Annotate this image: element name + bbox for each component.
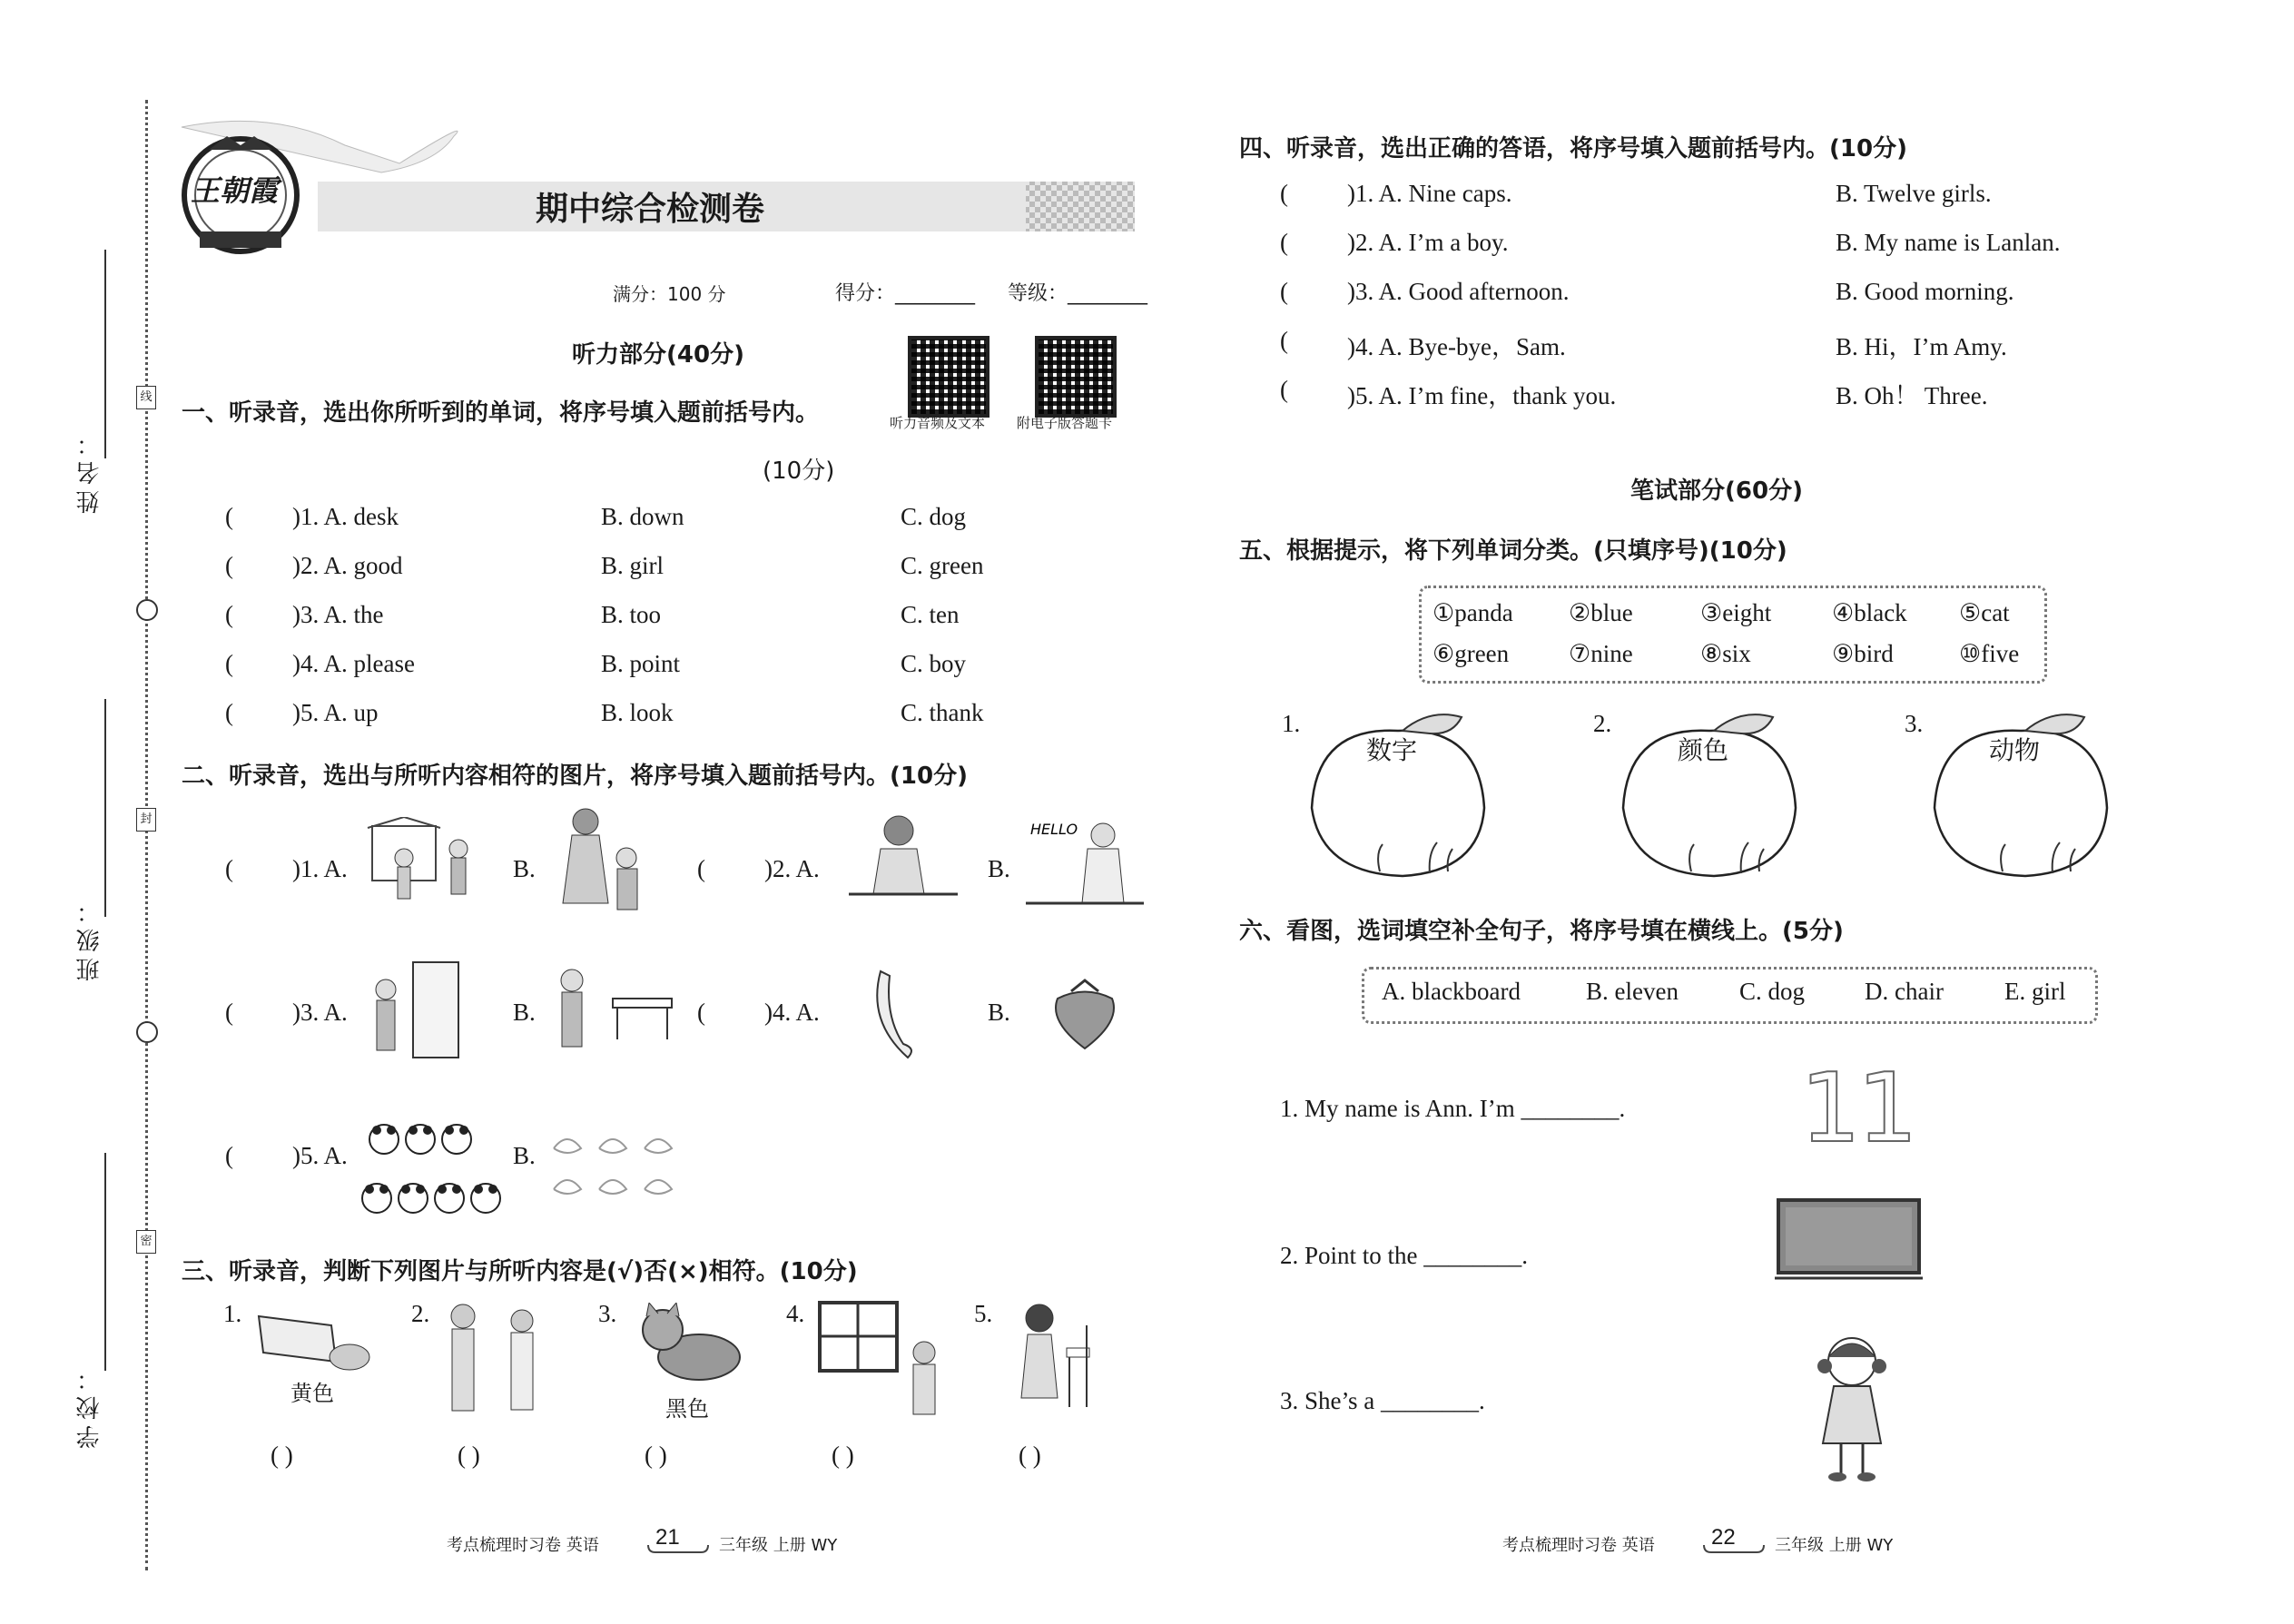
birds-picture: [549, 1130, 694, 1212]
question-label: )4. A.: [764, 999, 820, 1026]
pandas-picture: [359, 1121, 513, 1225]
footer-right-grade: 三年级 上册 WY: [1775, 1536, 1894, 1555]
strawberry-picture: [1044, 971, 1126, 1058]
list-item: )1. A. Nine caps.: [1347, 180, 1512, 207]
seal-mark-line: 线: [136, 386, 156, 409]
footer-left-grade: 三年级 上册 WY: [719, 1536, 838, 1555]
answer-paren[interactable]: (: [1280, 229, 1288, 256]
number-eleven-picture: 11: [1800, 1053, 1915, 1164]
option-b: B. My name is Lanlan.: [1836, 229, 2061, 256]
section1-title: 一、听录音，选出你所听到的单词，将序号填入题前括号内。: [182, 399, 820, 427]
option-c: C. dog: [901, 503, 967, 530]
grade-field: 等级：________: [1008, 282, 1148, 305]
full-score: 满分：100 分: [613, 283, 726, 305]
school-line: [104, 1153, 106, 1371]
option-b-label: B.: [513, 999, 536, 1026]
section1-score: (10分): [763, 458, 835, 485]
answer-paren[interactable]: (: [225, 1142, 233, 1169]
option-item: D. chair: [1865, 978, 1944, 1005]
question-label: )3. A.: [292, 999, 348, 1026]
item-number: 4.: [786, 1300, 805, 1327]
section4-title: 四、听录音，选出正确的答语，将序号填入题前括号内。(10分): [1239, 135, 1907, 162]
page-number-right: 22: [1711, 1525, 1736, 1550]
option-c: C. boy: [901, 650, 967, 677]
list-item: )3. A. Good afternoon.: [1347, 278, 1570, 305]
question-label: )2. A.: [764, 855, 820, 882]
woman-desk-picture: [844, 808, 962, 917]
page-number-bracket: [1702, 1543, 1766, 1556]
category-label-colors: 颜色: [1678, 735, 1729, 765]
answer-paren[interactable]: (: [225, 855, 233, 882]
list-item: )2. A. good: [292, 552, 403, 579]
category-number: 2.: [1593, 710, 1612, 737]
blackboard-picture: [1775, 1196, 1925, 1283]
word-item: ④black: [1832, 599, 1907, 626]
school-label: 学校：: [76, 1362, 103, 1449]
yellow-label: 黄色: [290, 1381, 334, 1406]
sentence-2: 2. Point to the ________.: [1280, 1242, 1529, 1269]
writing-title: 笔试部分(60分): [1630, 477, 1803, 505]
answer-paren[interactable]: ( ): [1019, 1442, 1041, 1469]
word-item: ①panda: [1433, 599, 1513, 626]
name-label: 姓名：: [76, 427, 103, 514]
option-b-label: B.: [988, 855, 1010, 882]
list-item: )1. A. desk: [292, 503, 399, 530]
word-item: ③eight: [1700, 599, 1772, 626]
section2-title: 二、听录音，选出与所听内容相符的图片，将序号填入题前括号内。(10分): [182, 763, 968, 790]
man-hello-picture: [1026, 812, 1144, 917]
option-c: C. green: [901, 552, 984, 579]
option-item: A. blackboard: [1382, 978, 1521, 1005]
listening-title: 听力部分(40分): [572, 341, 744, 369]
score-field: 得分：________: [835, 282, 976, 305]
two-boys-picture: [436, 1298, 545, 1425]
black-label: 黑色: [665, 1396, 709, 1422]
category-label-numbers: 数字: [1366, 735, 1418, 765]
option-b-label: B.: [988, 999, 1010, 1026]
seal-mark-secret: 密: [136, 1230, 156, 1254]
girl-chair-picture: [1008, 1298, 1098, 1425]
section5-title: 五、根据提示，将下列单词分类。(只填序号)(10分): [1239, 537, 1787, 565]
girl-picture: [1807, 1330, 1897, 1484]
word-item: ⑥green: [1433, 640, 1510, 667]
sentence-1: 1. My name is Ann. I’m ________.: [1280, 1095, 1626, 1122]
option-b: B. too: [601, 601, 662, 628]
list-item: )2. A. I’m a boy.: [1347, 229, 1509, 256]
category-number: 3.: [1905, 710, 1924, 737]
option-b: B. Oh！ Three.: [1836, 382, 1988, 409]
option-b: B. point: [601, 650, 681, 677]
hello-text: HELLO: [1030, 821, 1078, 838]
word-item: ⑧six: [1700, 640, 1751, 667]
section3-title: 三、听录音，判断下列图片与所听内容是(√)否(×)相符。(10分): [182, 1258, 858, 1285]
sentence-3: 3. She’s a ________.: [1280, 1387, 1485, 1414]
boy-girl-house-picture: [363, 817, 490, 917]
footer-left-text: 考点梳理时习卷 英语: [447, 1536, 599, 1555]
window-boy-picture: [815, 1298, 951, 1425]
category-label-animals: 动物: [1989, 735, 2041, 765]
answer-paren[interactable]: (: [1280, 278, 1288, 305]
item-number: 1.: [223, 1300, 242, 1327]
word-item: ⑦nine: [1569, 640, 1633, 667]
boy-door-picture: [363, 958, 472, 1067]
qr-code-audio[interactable]: [908, 336, 989, 418]
qr-caption-answer-card: 附电子版答题卡: [1017, 415, 1113, 431]
option-b: B. look: [601, 699, 674, 726]
option-b: B. Twelve girls.: [1836, 180, 1992, 207]
list-item: )5. A. up: [292, 699, 379, 726]
footer-right-text: 考点梳理时习卷 英语: [1502, 1536, 1655, 1555]
page-number-left: 21: [655, 1525, 680, 1550]
teacher-student-picture: [545, 803, 654, 930]
option-c: C. ten: [901, 601, 960, 628]
answer-paren[interactable]: (: [697, 855, 705, 882]
page-number-bracket: [646, 1543, 710, 1556]
answer-paren[interactable]: ( ): [832, 1442, 854, 1469]
answer-paren[interactable]: (: [225, 601, 233, 628]
answer-paren[interactable]: ( ): [645, 1442, 667, 1469]
option-item: B. eleven: [1586, 978, 1679, 1005]
answer-paren[interactable]: (: [1280, 180, 1288, 207]
binding-dotted-line: [145, 100, 148, 1570]
option-item: E. girl: [2004, 978, 2066, 1005]
section6-title: 六、看图，选词填空补全句子，将序号填在横线上。(5分): [1239, 918, 1844, 945]
answer-paren[interactable]: (: [225, 999, 233, 1026]
boy-chair-picture: [549, 962, 685, 1062]
cat-picture: [635, 1303, 753, 1393]
swirl-icon: [136, 599, 158, 621]
answer-paren[interactable]: (: [225, 503, 233, 530]
word-item: ②blue: [1569, 599, 1633, 626]
logo-text: 王朝霞: [191, 173, 279, 208]
page-title: 期中综合检测卷: [536, 191, 765, 228]
list-item: )4. A. please: [292, 650, 415, 677]
answer-paren[interactable]: ( ): [458, 1442, 480, 1469]
option-item: C. dog: [1739, 978, 1806, 1005]
seal-mark-seal: 封: [136, 808, 156, 832]
question-label: )5. A.: [292, 1142, 348, 1169]
word-item: ⑤cat: [1959, 599, 2010, 626]
list-item: )5. A. I’m fine，thank you.: [1347, 382, 1617, 409]
answer-paren[interactable]: (: [1280, 376, 1288, 403]
option-b: B. girl: [601, 552, 665, 579]
swirl-icon: [136, 1021, 158, 1043]
option-b: B. down: [601, 503, 684, 530]
option-b-label: B.: [513, 855, 536, 882]
paint-tube-picture: [250, 1307, 377, 1380]
question-label: )1. A.: [292, 855, 348, 882]
word-item: ⑨bird: [1832, 640, 1894, 667]
item-number: 3.: [598, 1300, 617, 1327]
word-item: ⑩five: [1959, 640, 2020, 667]
item-number: 5.: [974, 1300, 993, 1327]
qr-caption-audio: 听力音频及文本: [890, 415, 986, 431]
option-c: C. thank: [901, 699, 984, 726]
option-b: B. Good morning.: [1836, 278, 2014, 305]
answer-paren[interactable]: (: [225, 699, 233, 726]
qr-code-answer-card[interactable]: [1035, 336, 1117, 418]
class-label: 班级：: [76, 894, 103, 981]
answer-paren[interactable]: (: [225, 650, 233, 677]
banana-picture: [862, 967, 935, 1067]
category-number: 1.: [1282, 710, 1301, 737]
option-b-label: B.: [513, 1142, 536, 1169]
answer-paren[interactable]: (: [697, 999, 705, 1026]
answer-paren[interactable]: (: [1280, 327, 1288, 354]
list-item: )4. A. Bye-bye，Sam.: [1347, 333, 1566, 360]
answer-paren[interactable]: ( ): [271, 1442, 293, 1469]
list-item: )3. A. the: [292, 601, 384, 628]
item-number: 2.: [411, 1300, 430, 1327]
answer-paren[interactable]: (: [225, 552, 233, 579]
class-line: [104, 699, 106, 917]
option-b: B. Hi，I’m Amy.: [1836, 333, 2007, 360]
